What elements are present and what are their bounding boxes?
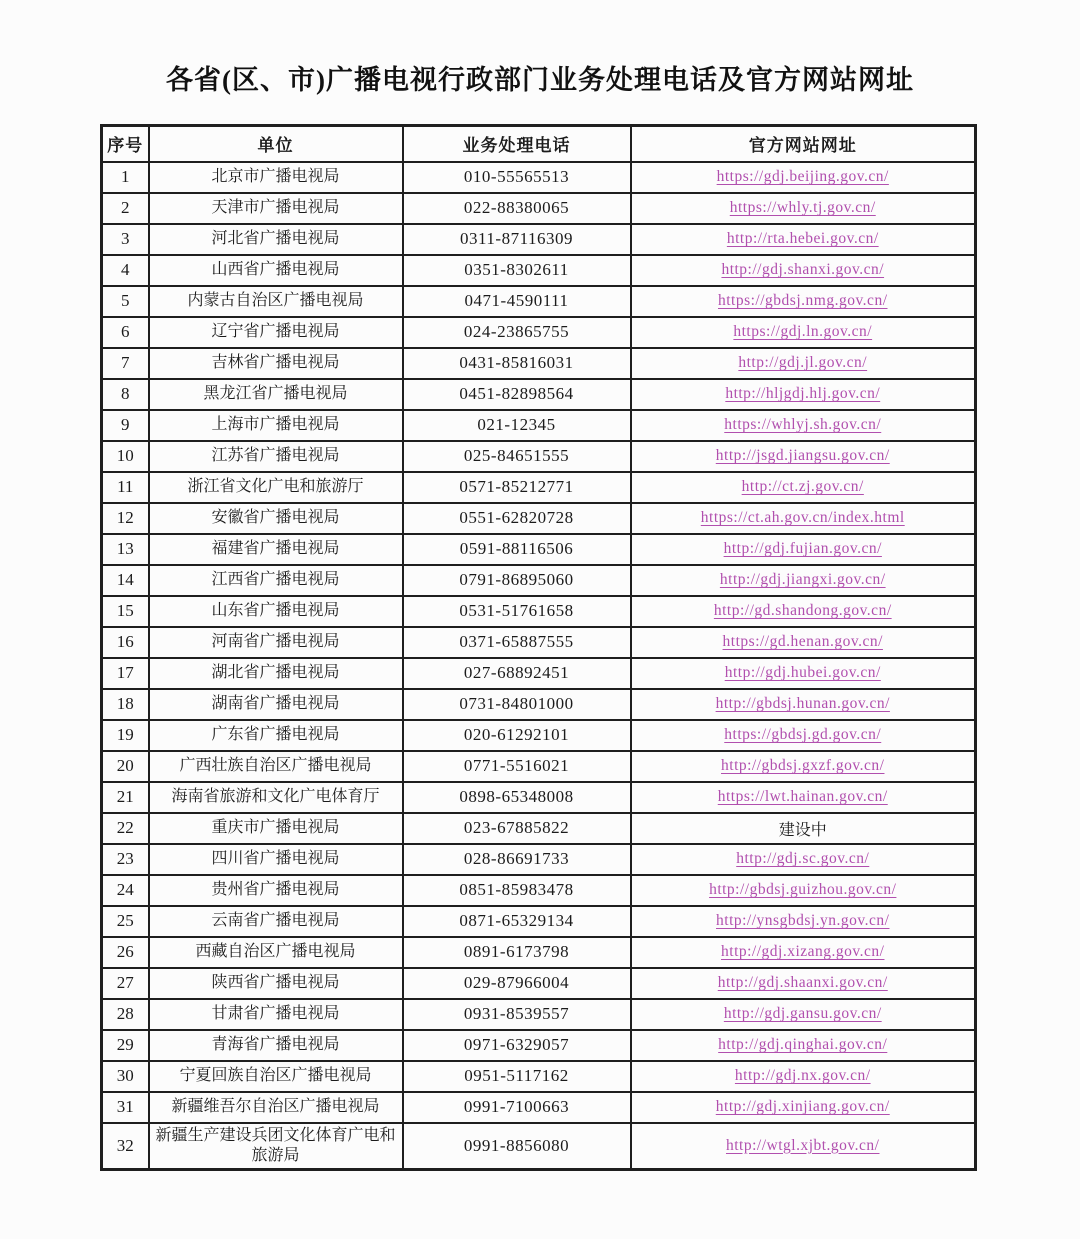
phone-cell: 0731-84801000 — [403, 689, 631, 720]
website-cell — [631, 906, 976, 937]
table-row — [102, 844, 976, 875]
phone-cell: 0791-86895060 — [403, 565, 631, 596]
unit-cell: 陕西省广播电视局 — [149, 968, 403, 999]
table-row — [102, 255, 976, 286]
website-cell — [631, 286, 976, 317]
row-number-cell: 9 — [102, 410, 149, 441]
website-link[interactable]: http://gbdsj.gxzf.gov.cn/ — [721, 757, 885, 774]
directory-table-container — [100, 124, 974, 1171]
phone-cell: 0931-8539557 — [403, 999, 631, 1030]
website-cell — [631, 720, 976, 751]
table-row — [102, 875, 976, 906]
unit-cell: 山西省广播电视局 — [149, 255, 403, 286]
website-cell — [631, 255, 976, 286]
unit-cell: 湖北省广播电视局 — [149, 658, 403, 689]
table-row — [102, 1061, 976, 1092]
phone-cell: 0531-51761658 — [403, 596, 631, 627]
website-link[interactable]: http://gdj.fujian.gov.cn/ — [723, 540, 882, 557]
website-cell — [631, 875, 976, 906]
phone-cell: 023-67885822 — [403, 813, 631, 844]
phone-cell: 0591-88116506 — [403, 534, 631, 565]
row-number-cell: 10 — [102, 441, 149, 472]
row-number-cell: 14 — [102, 565, 149, 596]
phone-cell: 0851-85983478 — [403, 875, 631, 906]
website-cell — [631, 503, 976, 534]
phone-cell: 0891-6173798 — [403, 937, 631, 968]
phone-cell: 022-88380065 — [403, 193, 631, 224]
website-cell — [631, 751, 976, 782]
website-link[interactable]: https://gdj.beijing.gov.cn/ — [716, 168, 889, 185]
website-link[interactable]: http://gdj.qinghai.gov.cn/ — [718, 1036, 888, 1053]
website-link[interactable]: http://gdj.shanxi.gov.cn/ — [721, 261, 885, 278]
row-number-cell: 4 — [102, 255, 149, 286]
table-row — [102, 472, 976, 503]
website-link[interactable]: https://ct.ah.gov.cn/index.html — [700, 509, 905, 526]
phone-cell: 020-61292101 — [403, 720, 631, 751]
website-link[interactable]: http://gdj.xinjiang.gov.cn/ — [715, 1098, 890, 1115]
website-cell — [631, 317, 976, 348]
website-link[interactable]: https://gbdsj.gd.gov.cn/ — [724, 726, 882, 743]
website-link[interactable]: http://gdj.jiangxi.gov.cn/ — [719, 571, 886, 588]
website-cell — [631, 844, 976, 875]
website-cell — [631, 162, 976, 193]
website-cell — [631, 813, 976, 844]
unit-cell: 江苏省广播电视局 — [149, 441, 403, 472]
row-number-cell: 18 — [102, 689, 149, 720]
website-link[interactable]: http://rta.hebei.gov.cn/ — [726, 230, 879, 247]
website-link[interactable]: http://gdj.jl.gov.cn/ — [738, 354, 868, 371]
website-link[interactable]: https://gbdsj.nmg.gov.cn/ — [717, 292, 888, 309]
unit-cell: 四川省广播电视局 — [149, 844, 403, 875]
page-title: 各省(区、市)广播电视行政部门业务处理电话及官方网站网址 — [166, 65, 914, 95]
unit-cell: 广东省广播电视局 — [149, 720, 403, 751]
website-link[interactable]: https://gd.henan.gov.cn/ — [722, 633, 883, 650]
phone-cell: 024-23865755 — [403, 317, 631, 348]
phone-cell: 0371-65887555 — [403, 627, 631, 658]
table-row — [102, 782, 976, 813]
unit-cell: 新疆生产建设兵团文化体育广电和旅游局 — [149, 1123, 403, 1170]
table-row — [102, 813, 976, 844]
phone-cell: 021-12345 — [403, 410, 631, 441]
phone-cell: 0991-8856080 — [403, 1123, 631, 1170]
website-link[interactable]: https://whlyj.sh.gov.cn/ — [724, 416, 882, 433]
row-number-cell: 31 — [102, 1092, 149, 1123]
table-row — [102, 906, 976, 937]
website-cell — [631, 379, 976, 410]
table-row — [102, 503, 976, 534]
unit-cell: 宁夏回族自治区广播电视局 — [149, 1061, 403, 1092]
website-link[interactable]: http://jsgd.jiangsu.gov.cn/ — [715, 447, 890, 464]
table-row — [102, 658, 976, 689]
unit-cell: 黑龙江省广播电视局 — [149, 379, 403, 410]
website-cell — [631, 472, 976, 503]
header-serial-number: 序号 — [102, 126, 149, 162]
phone-cell: 0431-85816031 — [403, 348, 631, 379]
website-cell — [631, 999, 976, 1030]
website-cell — [631, 627, 976, 658]
phone-cell: 0351-8302611 — [403, 255, 631, 286]
row-number-cell: 28 — [102, 999, 149, 1030]
phone-cell: 0991-7100663 — [403, 1092, 631, 1123]
table-row — [102, 999, 976, 1030]
phone-cell: 010-55565513 — [403, 162, 631, 193]
unit-cell: 湖南省广播电视局 — [149, 689, 403, 720]
row-number-cell: 25 — [102, 906, 149, 937]
table-row — [102, 534, 976, 565]
website-link[interactable]: http://gbdsj.hunan.gov.cn/ — [715, 695, 890, 712]
row-number-cell: 5 — [102, 286, 149, 317]
row-number-cell: 15 — [102, 596, 149, 627]
website-link[interactable]: http://ct.zj.gov.cn/ — [741, 478, 864, 495]
table-row — [102, 162, 976, 193]
website-cell — [631, 1061, 976, 1092]
table-row — [102, 224, 976, 255]
table-row — [102, 441, 976, 472]
header-website: 官方网站网址 — [631, 126, 976, 162]
unit-cell: 河南省广播电视局 — [149, 627, 403, 658]
row-number-cell: 7 — [102, 348, 149, 379]
phone-cell: 0771-5516021 — [403, 751, 631, 782]
table-row — [102, 379, 976, 410]
phone-cell: 0571-85212771 — [403, 472, 631, 503]
unit-cell: 河北省广播电视局 — [149, 224, 403, 255]
website-link[interactable]: http://gdj.xizang.gov.cn/ — [721, 943, 885, 960]
row-number-cell: 12 — [102, 503, 149, 534]
table-body — [102, 162, 976, 1170]
table-row — [102, 751, 976, 782]
website-link[interactable]: http://gd.shandong.gov.cn/ — [713, 602, 892, 619]
row-number-cell: 27 — [102, 968, 149, 999]
row-number-cell: 29 — [102, 1030, 149, 1061]
row-number-cell: 17 — [102, 658, 149, 689]
unit-cell: 天津市广播电视局 — [149, 193, 403, 224]
website-cell — [631, 224, 976, 255]
table-row — [102, 937, 976, 968]
row-number-cell: 16 — [102, 627, 149, 658]
row-number-cell: 6 — [102, 317, 149, 348]
row-number-cell: 20 — [102, 751, 149, 782]
row-number-cell: 24 — [102, 875, 149, 906]
website-link[interactable]: http://gdj.gansu.gov.cn/ — [723, 1005, 882, 1022]
row-number-cell: 11 — [102, 472, 149, 503]
table-row — [102, 1092, 976, 1123]
website-cell — [631, 689, 976, 720]
website-cell — [631, 968, 976, 999]
website-link[interactable]: http://gbdsj.guizhou.gov.cn/ — [709, 881, 897, 898]
phone-cell: 028-86691733 — [403, 844, 631, 875]
row-number-cell: 32 — [102, 1123, 149, 1170]
row-number-cell: 22 — [102, 813, 149, 844]
table-row — [102, 317, 976, 348]
table-header-row — [102, 126, 976, 162]
table-row — [102, 286, 976, 317]
website-cell — [631, 193, 976, 224]
website-cell — [631, 1092, 976, 1123]
table-row — [102, 348, 976, 379]
unit-cell: 安徽省广播电视局 — [149, 503, 403, 534]
website-cell — [631, 596, 976, 627]
unit-cell: 重庆市广播电视局 — [149, 813, 403, 844]
unit-cell: 浙江省文化广电和旅游厅 — [149, 472, 403, 503]
unit-cell: 海南省旅游和文化广电体育厅 — [149, 782, 403, 813]
website-link[interactable]: http://gdj.sc.gov.cn/ — [736, 850, 870, 867]
unit-cell: 辽宁省广播电视局 — [149, 317, 403, 348]
table-row — [102, 1123, 976, 1170]
table-row — [102, 968, 976, 999]
table-row — [102, 193, 976, 224]
unit-cell: 江西省广播电视局 — [149, 565, 403, 596]
phone-directory-table — [100, 124, 977, 1171]
unit-cell: 青海省广播电视局 — [149, 1030, 403, 1061]
phone-cell: 027-68892451 — [403, 658, 631, 689]
phone-cell: 0898-65348008 — [403, 782, 631, 813]
row-number-cell: 13 — [102, 534, 149, 565]
unit-cell: 山东省广播电视局 — [149, 596, 403, 627]
unit-cell: 广西壮族自治区广播电视局 — [149, 751, 403, 782]
header-phone: 业务处理电话 — [403, 126, 631, 162]
website-link[interactable]: http://hljgdj.hlj.gov.cn/ — [725, 385, 881, 402]
website-cell — [631, 410, 976, 441]
phone-cell: 029-87966004 — [403, 968, 631, 999]
row-number-cell: 3 — [102, 224, 149, 255]
unit-cell: 贵州省广播电视局 — [149, 875, 403, 906]
phone-cell: 0971-6329057 — [403, 1030, 631, 1061]
unit-cell: 新疆维吾尔自治区广播电视局 — [149, 1092, 403, 1123]
website-cell — [631, 534, 976, 565]
header-unit: 单位 — [149, 126, 403, 162]
website-link[interactable]: https://whly.tj.gov.cn/ — [729, 199, 876, 216]
unit-cell: 内蒙古自治区广播电视局 — [149, 286, 403, 317]
row-number-cell: 19 — [102, 720, 149, 751]
unit-cell: 云南省广播电视局 — [149, 906, 403, 937]
row-number-cell: 1 — [102, 162, 149, 193]
phone-cell: 025-84651555 — [403, 441, 631, 472]
table-row — [102, 596, 976, 627]
website-link[interactable]: http://gdj.nx.gov.cn/ — [734, 1067, 871, 1084]
unit-cell: 甘肃省广播电视局 — [149, 999, 403, 1030]
table-row — [102, 720, 976, 751]
row-number-cell: 30 — [102, 1061, 149, 1092]
row-number-cell: 26 — [102, 937, 149, 968]
unit-cell: 上海市广播电视局 — [149, 410, 403, 441]
website-cell — [631, 1030, 976, 1061]
row-number-cell: 21 — [102, 782, 149, 813]
website-link[interactable]: https://gdj.ln.gov.cn/ — [733, 323, 873, 340]
website-cell — [631, 937, 976, 968]
phone-cell: 0311-87116309 — [403, 224, 631, 255]
phone-cell: 0451-82898564 — [403, 379, 631, 410]
website-link[interactable]: http://gdj.shaanxi.gov.cn/ — [717, 974, 888, 991]
website-cell — [631, 441, 976, 472]
website-cell — [631, 565, 976, 596]
row-number-cell: 23 — [102, 844, 149, 875]
row-number-cell: 8 — [102, 379, 149, 410]
website-cell — [631, 1123, 976, 1170]
row-number-cell: 2 — [102, 193, 149, 224]
website-link[interactable]: http://gdj.hubei.gov.cn/ — [724, 664, 881, 681]
website-status-text: 建设中 — [778, 821, 827, 839]
website-link[interactable]: http://ynsgbdsj.yn.gov.cn/ — [716, 912, 890, 929]
phone-cell: 0951-5117162 — [403, 1061, 631, 1092]
unit-cell: 西藏自治区广播电视局 — [149, 937, 403, 968]
table-row — [102, 689, 976, 720]
website-cell — [631, 658, 976, 689]
unit-cell: 吉林省广播电视局 — [149, 348, 403, 379]
phone-cell: 0471-4590111 — [403, 286, 631, 317]
table-row — [102, 1030, 976, 1061]
phone-cell: 0871-65329134 — [403, 906, 631, 937]
table-row — [102, 565, 976, 596]
phone-cell: 0551-62820728 — [403, 503, 631, 534]
website-link[interactable]: http://wtgl.xjbt.gov.cn/ — [725, 1136, 880, 1154]
website-cell — [631, 782, 976, 813]
table-row — [102, 627, 976, 658]
table-row — [102, 410, 976, 441]
website-cell — [631, 348, 976, 379]
unit-cell: 北京市广播电视局 — [149, 162, 403, 193]
website-link[interactable]: https://lwt.hainan.gov.cn/ — [717, 788, 888, 805]
unit-cell: 福建省广播电视局 — [149, 534, 403, 565]
